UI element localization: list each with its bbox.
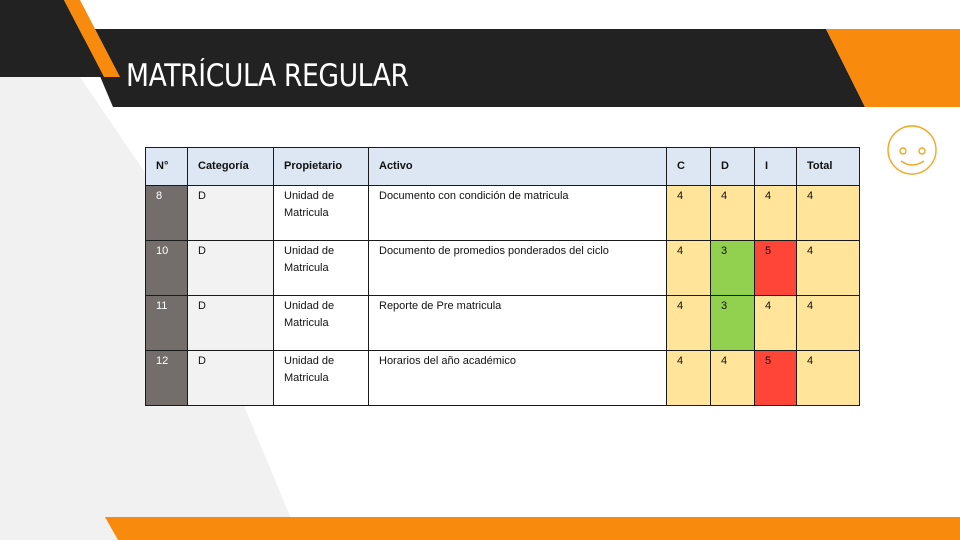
- smiley-icon: [885, 125, 941, 181]
- cell-num: 10: [146, 241, 188, 296]
- cell-owner: Unidad de Matricula: [274, 241, 369, 296]
- cell-c: 4: [667, 296, 711, 351]
- cell-asset: Reporte de Pre matricula: [369, 296, 667, 351]
- table-header-row: [146, 148, 860, 186]
- cell-i: 4: [755, 296, 797, 351]
- cell-owner: Unidad de Matricula: [274, 296, 369, 351]
- slide-title: MATRÍCULA REGULAR: [126, 58, 409, 94]
- header-category: Categoría: [188, 148, 274, 186]
- cell-total: 4: [797, 186, 860, 241]
- cell-asset: Horarios del año académico: [369, 351, 667, 406]
- cell-d: 3: [711, 241, 755, 296]
- cell-d: 4: [711, 186, 755, 241]
- header-num: N°: [146, 148, 188, 186]
- table-row: [146, 296, 860, 351]
- cell-owner: Unidad de Matricula: [274, 186, 369, 241]
- header-asset: Activo: [369, 148, 667, 186]
- cell-asset: Documento de promedios ponderados del ciclo: [369, 241, 667, 296]
- cell-d: 3: [711, 296, 755, 351]
- cell-category: D: [188, 186, 274, 241]
- table-row: [146, 241, 860, 296]
- cell-c: 4: [667, 241, 711, 296]
- cell-c: 4: [667, 351, 711, 406]
- cell-i: 4: [755, 186, 797, 241]
- table-row: [146, 351, 860, 406]
- cell-num: 11: [146, 296, 188, 351]
- cell-category: D: [188, 241, 274, 296]
- header-total: Total: [797, 148, 860, 186]
- cell-num: 8: [146, 186, 188, 241]
- cell-num: 12: [146, 351, 188, 406]
- header-owner: Propietario: [274, 148, 369, 186]
- cell-total: 4: [797, 241, 860, 296]
- table-row: [146, 186, 860, 241]
- cell-i: 5: [755, 241, 797, 296]
- cell-d: 4: [711, 351, 755, 406]
- header-c: C: [667, 148, 711, 186]
- header-d: D: [711, 148, 755, 186]
- cell-owner: Unidad de Matricula: [274, 351, 369, 406]
- asset-risk-table: [145, 147, 860, 406]
- cell-total: 4: [797, 296, 860, 351]
- cell-asset: Documento con condición de matricula: [369, 186, 667, 241]
- cell-i: 5: [755, 351, 797, 406]
- cell-total: 4: [797, 351, 860, 406]
- orange-bottom-bar: [105, 517, 960, 540]
- cell-c: 4: [667, 186, 711, 241]
- cell-category: D: [188, 296, 274, 351]
- cell-category: D: [188, 351, 274, 406]
- header-i: I: [755, 148, 797, 186]
